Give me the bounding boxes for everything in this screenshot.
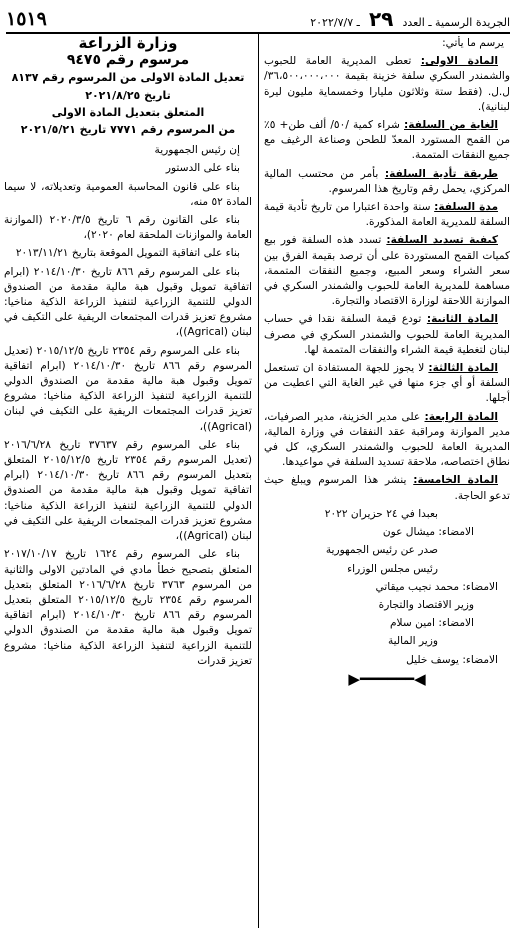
loan-duration: [264, 200, 510, 230]
end-arrow-icon: ◀━━━━━━▶: [348, 669, 426, 688]
signature-president: الامضاء: ميشال عون: [382, 526, 474, 539]
intro-line: يرسم ما يأتي:: [442, 37, 504, 49]
page-number: ١٥١٩: [6, 8, 47, 30]
article-4-title: المادة الرابعة:: [424, 410, 498, 423]
decree-subtitle-2: تاريخ ٢٠٢١/٨/٢٥: [85, 88, 171, 102]
loan-duration-text: سنة واحدة اعتبارا من تاريخ تأدية قيمة السلفة للمديرية العامة المذكورة.: [264, 201, 510, 229]
signature-date: بعبدا في ٢٤ حزيران ٢٠٢٢: [324, 507, 438, 520]
issue-date: ـ ٢٠٢٢/٧/٧: [310, 16, 360, 29]
loan-goal-title: الغاية من السلفة:: [404, 119, 499, 132]
decree-subtitle-1: تعديل المادة الاولى من المرسوم رقم ٨١٣٧: [11, 71, 245, 85]
preamble-decree-1624: بناء على المرسوم رقم ١٦٢٤ تاريخ ٢٠١٧/١٠/١٧ المتعلق بتصحيح خطأ مادي في المادتين الاولى والثانية من المرسوم ٣٧٦٣ تاريخ ٢٠١٦/٦/٢٨ المتعلق بتعديل المرسوم رقم ٢٣٥٤ تاريخ ٢٠١٥/١٢/٥ المتعلق بتعديل المرسوم رقم ٨٦٦ تاريخ ٢٠١٤/١٠/٣٠ (ابرام اتفاقية تمويل وقبول هبة مالية مقدمة من الصندوق الدولي للتنمية الزراعية لتنفيذ الزراعة الذكية مناخيا: مشروع تعزيز قدرات: [4, 548, 252, 667]
decree-number: مرسوم رقم ٩٤٧٥: [66, 52, 190, 69]
article-5: [264, 473, 510, 503]
issue-number: ٢٩: [368, 7, 394, 31]
preamble-decree-2354: بناء على المرسوم رقم ٢٣٥٤ تاريخ ٢٠١٥/١٢/٥ (تعديل المرسوم رقم ٨٦٦ تاريخ ٢٠١٤/١٠/٣٠ (ابرام اتفاقية تمويل وقبول هبة مالية مقدمة من الصندوق الدولي للتنمية الزراعية لتنفيذ الزراعة الذكية مناخيا: مشروع تعزيز قدرات المجتمعات الريفية على التكيف في لبنان (Agrical))،: [4, 344, 252, 433]
article-1: [264, 54, 510, 115]
loan-method: [264, 167, 510, 197]
preamble-decree-3763: بناء على المرسوم رقم ٣٧٦٣٧ تاريخ ٢٠١٦/٦/٢٨ (تعديل المرسوم رقم ٢٣٥٤ تاريخ ٢٠١٥/١٢/٥ المتعلق بتعديل المرسوم رقم ٨٦٦ تاريخ ٢٠١٤/١٠/٣٠ (ابرام اتفاقية تمويل وقبول هبة مالية مقدمة من الصندوق الدولي للتنمية الزراعية لتنفيذ الزراعة الذكية مناخيا: مشروع تعزيز قدرات المجتمعات الريفية على التكيف في لبنان (Agrical))،: [4, 438, 252, 543]
article-3-title: المادة الثالثة:: [428, 362, 499, 375]
loan-goal: [264, 118, 510, 164]
pm-signature: الامضاء: محمد نجيب ميقاتي: [375, 580, 498, 593]
article-2-text: تودع قيمة السلفة نقدا في حساب المديرية العامة للحبوب والشمندر السكري في مصرف لبنان لتغطية قيمة الشراء والنفقات المتممة لها.: [264, 313, 510, 356]
preamble-financing-agreement: بناء على اتفاقية التمويل الموقعة بتاريخ ٢٠١٣/١١/٢١: [15, 247, 240, 260]
preamble-constitution: بناء على الدستور: [165, 162, 240, 175]
decree-subtitle-4: من المرسوم رقم ٧٧٧١ تاريخ ٢٠٢١/٥/٢١: [20, 123, 236, 137]
finance-minister-title: وزير المالية: [387, 635, 438, 648]
right-column: [264, 36, 510, 930]
loan-duration-title: مدة السلفة:: [434, 201, 499, 214]
loan-method-text: بأمر من محتسب المالية المركزي، يحمل رقم وتاريخ هذا المرسوم.: [264, 167, 510, 195]
preamble-accounting-law: بناء على قانون المحاسبة العمومية وتعديلاته، لا سيما المادة ٥٢ منه،: [4, 180, 252, 208]
left-column: [4, 36, 252, 930]
article-3-text: لا يجوز للجهة المستفادة ان تستعمل السلفة أو أي جزء منها في غير الغاية التي اعطيت من أجلها.: [264, 362, 510, 405]
page-header: [6, 6, 510, 34]
loan-goal-text: شراء كمية /٥٠/ ألف طن+ ٥٪ من القمح المستورد المعدّ للطحن وصناعة الرغيف مع جميع النفقات المتممة.: [264, 119, 510, 162]
preamble-decree-866: بناء على المرسوم رقم ٨٦٦ تاريخ ٢٠١٤/١٠/٣٠ (ابرام اتفاقية تمويل وقبول هبة مالية مقدمة من الصندوق الدولي للتنمية الزراعية لتنفيذ الزراعة الذكية مناخيا: مشروع تعزيز قدرات المجتمعات الريفية على التكيف في لبنان (Agrical))،: [4, 265, 252, 339]
article-2: [264, 312, 510, 358]
loan-repayment: [264, 233, 510, 309]
column-divider: [258, 34, 259, 928]
preamble-budget-law: بناء على القانون رقم ٦ تاريخ ٢٠٢٠/٣/٥ (الموازنة العامة والموازنات الملحقة لعام ٢٠٢٠)،: [4, 214, 252, 242]
article-4: [264, 410, 510, 471]
pm-title: رئيس مجلس الوزراء: [347, 562, 438, 575]
economy-minister-signature: الامضاء: امين سلام: [390, 617, 474, 630]
article-2-title: المادة الثانية:: [426, 313, 498, 326]
article-1-title: المادة الاولى:: [420, 55, 498, 68]
article-3: [264, 361, 510, 407]
loan-method-title: طريقة تأدية السلفة:: [384, 167, 498, 180]
economy-minister-title: وزير الاقتصاد والتجارة: [378, 598, 474, 611]
article-5-text: ينشر هذا المرسوم ويبلغ حيث تدعو الحاجة.: [264, 474, 510, 502]
article-4-text: على مدير الخزينة، مدير الصرفيات، مدير الموازنة ومراقبة عقد النفقات في وزارة المالية، المديرية العامة للحبوب والشمندر السكري، كل في نطاق اختصاصه، ملاحقة تسديد السلفة في مواعيدها.: [264, 410, 510, 469]
preamble-president: إن رئيس الجمهورية: [154, 144, 240, 157]
article-5-title: المادة الخامسة:: [413, 474, 498, 487]
gazette-title: الجريدة الرسمية ـ العدد: [402, 16, 510, 29]
finance-minister-signature: الامضاء: يوسف خليل: [406, 653, 498, 666]
ministry-heading: وزارة الزراعة: [78, 36, 178, 52]
decree-subtitle-3: المتعلق بتعديل المادة الاولى: [51, 105, 205, 119]
issued-by: صدر عن رئيس الجمهورية: [325, 544, 438, 557]
loan-repayment-title: كيفية تسديد السلفة:: [386, 234, 498, 247]
loan-repayment-text: تسدد هذه السلفة فور بيع كميات القمح المستوردة على أن ترصد بقيمة الفرق بين سعر الشراء وسعر المبيع، وجميع النفقات المتممة، مساهمة للمديرية العامة للحبوب والشمندر السكري في الموازنة اللاحقة لوزارة الاقتصاد والتجارة.: [264, 234, 510, 308]
header-title-group: [310, 7, 510, 31]
article-1-text: تعطى المديرية العامة للحبوب والشمندر السكري سلفة خزينة بقيمة ٣٦،٥٠٠،٠٠٠،٠٠٠/ل.ل. (فقط ستة وثلاثون مليارا وخمسماية مليون ليرة لبنانية).: [264, 55, 510, 113]
